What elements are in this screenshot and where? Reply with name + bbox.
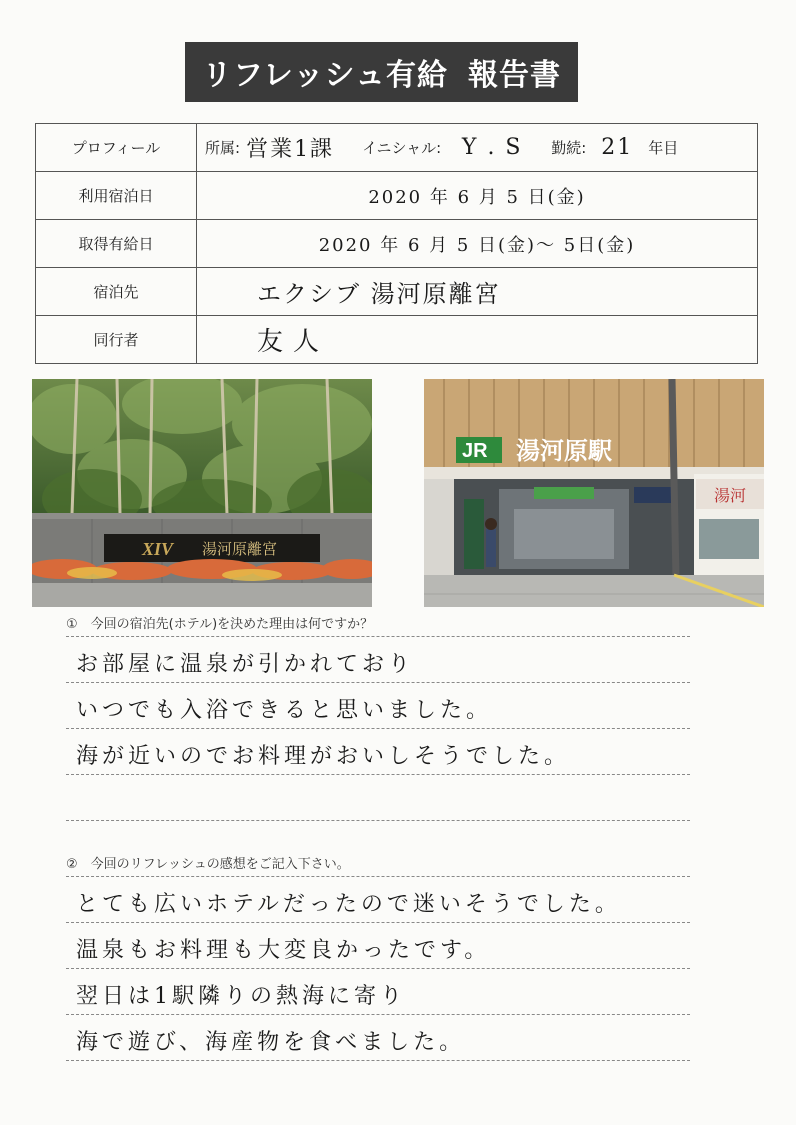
answer-1-line [66, 637, 690, 683]
dept-label: 所属: [205, 139, 241, 157]
title-main: リフレッシュ有給 [202, 58, 448, 93]
profile-table [35, 123, 758, 364]
answer-2-text: 温泉もお料理も大変良かったです。 [76, 938, 491, 963]
tenure-value: 21 [601, 135, 634, 160]
tenure-unit: 年目 [648, 139, 679, 157]
station-name: 湯河原駅 [516, 437, 612, 465]
answer-2-line [66, 877, 690, 923]
jr-logo: JR [462, 440, 488, 462]
title-suffix: 報告書 [467, 58, 561, 93]
profile-row [36, 124, 758, 172]
answer-1-line [66, 775, 690, 821]
answer-1-line [66, 729, 690, 775]
leave-date-row [36, 220, 758, 268]
station-photo [424, 379, 764, 607]
answer-2-text: 翌日は1駅隣りの熱海に寄り [76, 984, 406, 1009]
shop-sign: 湯河 [714, 486, 747, 505]
profile-values [197, 124, 758, 172]
answer-2-text: 海で遊び、海産物を食べました。 [76, 1030, 466, 1055]
hotel-sign-logo: XIV [142, 539, 174, 559]
leave-date-value: 2020 年 6 月 5 日(金)〜 5日(金) [197, 220, 758, 268]
leave-date-label: 取得有給日 [36, 220, 197, 268]
answer-2-text: とても広いホテルだったので迷いそうでした。 [76, 892, 621, 917]
answer-2-line [66, 923, 690, 969]
companion-row [36, 316, 758, 364]
answer-1 [66, 636, 690, 821]
profile-label: プロフィール [36, 124, 197, 172]
answer-2-line [66, 969, 690, 1015]
station-image [424, 379, 764, 607]
answer-1-text: 海が近いのでお料理がおいしそうでした。 [76, 744, 571, 769]
stay-date-value: 2020 年 6 月 5 日(金) [197, 172, 758, 220]
answer-2-line [66, 1015, 690, 1061]
answer-1-line [66, 683, 690, 729]
answer-2 [66, 876, 690, 1061]
lodging-row [36, 268, 758, 316]
answer-1-text: お部屋に温泉が引かれており [76, 652, 415, 677]
hotel-entrance-photo [32, 379, 372, 607]
stay-date-row [36, 172, 758, 220]
bamboo-garden-image [32, 379, 372, 607]
answer-1-text: いつでも入浴できると思いました。 [76, 698, 493, 723]
initial-label: イニシャル: [362, 139, 442, 157]
lodging-label: 宿泊先 [36, 268, 197, 316]
hotel-sign-text: 湯河原離宮 [202, 540, 278, 558]
question-1: ① 今回の宿泊先(ホテル)を決めた理由は何ですか？ [66, 617, 374, 632]
tenure-label: 勤続: [551, 139, 587, 157]
question-2: ② 今回のリフレッシュの感想をご記入下さい。 [66, 857, 350, 872]
initial-value: Y . S [461, 135, 523, 160]
report-title [185, 42, 578, 102]
companion-label: 同行者 [36, 316, 197, 364]
lodging-value: エクシブ 湯河原離宮 [197, 268, 758, 316]
dept-value: 営業1課 [246, 137, 335, 162]
stay-date-label: 利用宿泊日 [36, 172, 197, 220]
companion-value: 友人 [197, 316, 758, 364]
